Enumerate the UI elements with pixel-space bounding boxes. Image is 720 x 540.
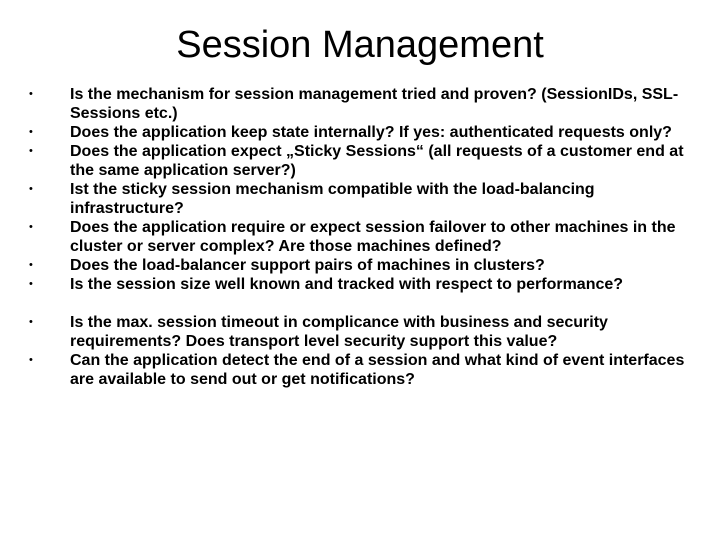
bullet-item [0, 218, 720, 256]
bullet-text: Can the application detect the end of a session and what kind of event interfaces are available to send out or get notifications? [70, 352, 685, 388]
bullet-text: Ist the sticky session mechanism compatible with the load-balancing infrastructure? [70, 181, 595, 217]
bullet-item [0, 180, 720, 218]
bullet-text: Does the load-balancer support pairs of machines in clusters? [70, 257, 545, 274]
bullet-dot-icon: • [29, 316, 33, 328]
bullet-item [0, 275, 720, 294]
bullet-dot-icon: • [29, 88, 33, 100]
bullet-dot-icon: • [29, 278, 33, 290]
bullet-text: Is the mechanism for session management tried and proven? (SessionIDs, SSL-Sessions etc.) [70, 86, 679, 122]
bullet-text: Does the application require or expect session failover to other machines in the cluster or server complex? Are those machines defined? [70, 219, 676, 255]
bullet-text: Is the max. session timeout in complicance with business and security requirements? Does transport level security support this value? [70, 314, 608, 350]
bullet-text: Does the application expect „Sticky Sessions“ (all requests of a customer end at the same application server?) [70, 143, 684, 179]
bullet-list [0, 85, 720, 389]
slide-title: Session Management [176, 24, 544, 66]
bullet-dot-icon: • [29, 126, 33, 138]
bullet-item [0, 351, 720, 389]
bullet-item [0, 85, 720, 123]
bullet-dot-icon: • [29, 145, 33, 157]
bullet-dot-icon: • [29, 183, 33, 195]
bullet-item [0, 142, 720, 180]
bullet-dot-icon: • [29, 259, 33, 271]
bullet-dot-icon: • [29, 221, 33, 233]
bullet-item [0, 256, 720, 275]
bullet-text: Is the session size well known and tracked with respect to performance? [70, 276, 624, 293]
bullet-dot-icon: • [29, 354, 33, 366]
bullet-item [0, 123, 720, 142]
bullet-item [0, 313, 720, 351]
bullet-text: Does the application keep state internally? If yes: authenticated requests only? [70, 124, 672, 141]
